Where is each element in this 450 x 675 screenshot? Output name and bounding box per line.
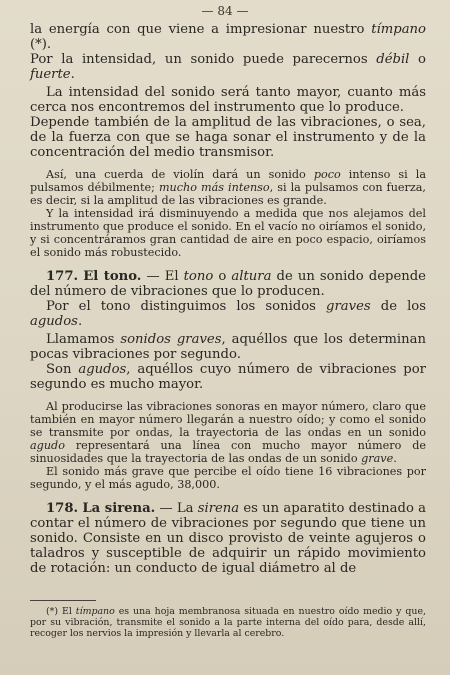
footnote-divider bbox=[30, 600, 96, 601]
footnote: (*) El tímpano es una hoja membranosa situada en nuestro oído medio y que, por su vibración, transmite el sonido a la parte interna del oído para, desde allí, recoger los nervios la impresión y llevarla al cerebro. bbox=[30, 606, 426, 639]
section-number: 178. bbox=[46, 501, 79, 516]
section-177-heading: 177. El tono. — El tono o altura de un sonido depende del número de vibraciones que lo producen. bbox=[30, 269, 426, 299]
main-text bbox=[30, 22, 426, 576]
grave-definition: Llamamos sonidos graves, aquéllos que los determinan pocas vibraciones por segundo. bbox=[30, 332, 426, 362]
acute-definition: Son agudos, aquéllos cuyo número de vibraciones por segundo es mucho mayor. bbox=[30, 362, 426, 392]
intensity-paragraph-2: Depende también de la amplitud de las vibraciones, o sea, de la fuerza con que se haga sonar el instrumento y de la concentración del medio transmisor. bbox=[30, 115, 426, 160]
vacuum-example: Y la intensidad irá disminuyendo a medida que nos alejamos del instrumento que produce el sonido. En el vacío no oiríamos el sonido, y si concentráramos gran cantidad de aire en poco espacio, oiríamos el sonido más robustecido. bbox=[30, 207, 426, 259]
violin-example: Así, una cuerda de violín dará un sonido poco intenso si la pulsamos débilmente; mucho más intenso, si la pulsamos con fuerza, es decir, si la amplitud de las vibraciones es grande. bbox=[30, 168, 427, 207]
section-number: 177. bbox=[46, 269, 79, 284]
intensity-paragraph-1: La intensidad del sonido será tanto mayor, cuanto más cerca nos encontremos del instrumento que lo produce. bbox=[30, 85, 426, 115]
section-title: La sirena. bbox=[82, 501, 156, 516]
footnote-area bbox=[30, 606, 426, 639]
intro-weak-strong: Por la intensidad, un sonido puede parecernos débil o fuerte. bbox=[30, 52, 426, 82]
page-number: — 84 — bbox=[201, 4, 249, 18]
section-title: El tono. bbox=[83, 269, 142, 284]
hearing-range-note: El sonido más grave que percibe el oído tiene 16 vibraciones por segundo, y el más agudo, 38,000. bbox=[30, 465, 426, 491]
section-178-heading: 178. La sirena. — La sirena es un aparatito destinado a contar el número de vibraciones por segundo que tiene un sonido. Consiste en un disco provisto de veinte agujeros o taladros y susceptible de adquirir un rápido movimiento de rotación: un conducto de igual diámetro al de bbox=[30, 501, 426, 576]
tone-distinction: Por el tono distinguimos los sonidos graves de los agudos. bbox=[30, 299, 426, 329]
waves-note: Al producirse las vibraciones sonoras en mayor número, claro que también en mayor número llegarán a nuestro oído; y como el sonido se transmite por ondas, la trayectoria de las ondas en un sonido agudo representará una línea con mucho mayor número de sinuosidades que la trayectoria de las ondas de un sonido grave. bbox=[30, 400, 426, 465]
intro-continuation: la energía con que viene a impresionar nuestro tímpano (*). bbox=[30, 22, 426, 52]
